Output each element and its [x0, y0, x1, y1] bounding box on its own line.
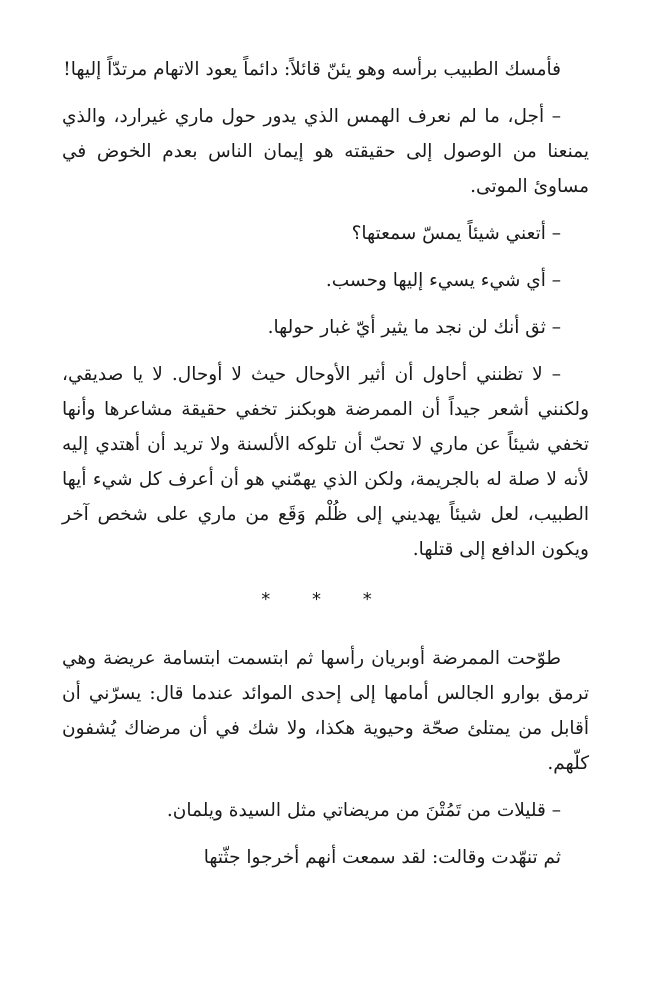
paragraph-reputation-question: – أتعني شيئاً يمسّ سمعتها؟	[351, 223, 561, 244]
book-page	[62, 52, 589, 887]
paragraph-nurse-hopkins: – لا تظنني أحاول أن أثير الأوحال حيث لا أوحال. لا يا صديقي، ولكنني أشعر جيداً أن الممرضة هوبكنز تخفي حقيقة مشاعرها وأنها تخفي شيئاً عن ماري لا تحبّ أن تلوكه الألسنة ولا تريد أن أهتدي إليه لأنه لا صلة له بالجريمة، ولكن الذي يهمّني هو أن أعرف كل شيء أيها الطبيب، لعل شيئاً يهديني إلى ظُلْم وَقَع من ماري على شخص آخر ويكون الدافع إلى قتلها.	[62, 364, 589, 560]
paragraph-whisper-mary: – أجل، ما لم نعرف الهمس الذي يدور حول ماري غيرارد، والذي يمنعنا من الوصول إلى حقيقته هو إيمان الناس بعدم الخوض في مساوئ الموتى.	[62, 106, 589, 197]
paragraph-nurse-obrien: طوّحت الممرضة أوبريان رأسها ثم ابتسمت ابتسامة عريضة وهي ترمق بوارو الجالس أمامها إلى إحدى الموائد عندما قال: يسرّني أن أقابل من يمتلئ صحّة وحيوية هكذا، ولا شك في أن مرضاك يُشفون كلّهم.	[62, 648, 589, 774]
section-separator: * * *	[261, 589, 390, 610]
paragraph-doctor-groan: فأمسك الطبيب برأسه وهو يئنّ قائلاً: دائماً يعود الاتهام مرتدّاً إليها!	[63, 59, 561, 80]
paragraph-no-dust: – ثق أنك لن نجد ما يثير أيّ غبار حولها.	[267, 317, 561, 338]
paragraph-anything-bad: – أي شيء يسيء إليها وحسب.	[325, 270, 561, 291]
paragraph-few-patients-die: – قليلات من تَمُتْنَ من مريضاتي مثل السيدة ويلمان.	[166, 800, 561, 821]
paragraph-exhumed: ثم تنهّدت وقالت: لقد سمعت أنهم أخرجوا جثّتها	[203, 847, 561, 868]
